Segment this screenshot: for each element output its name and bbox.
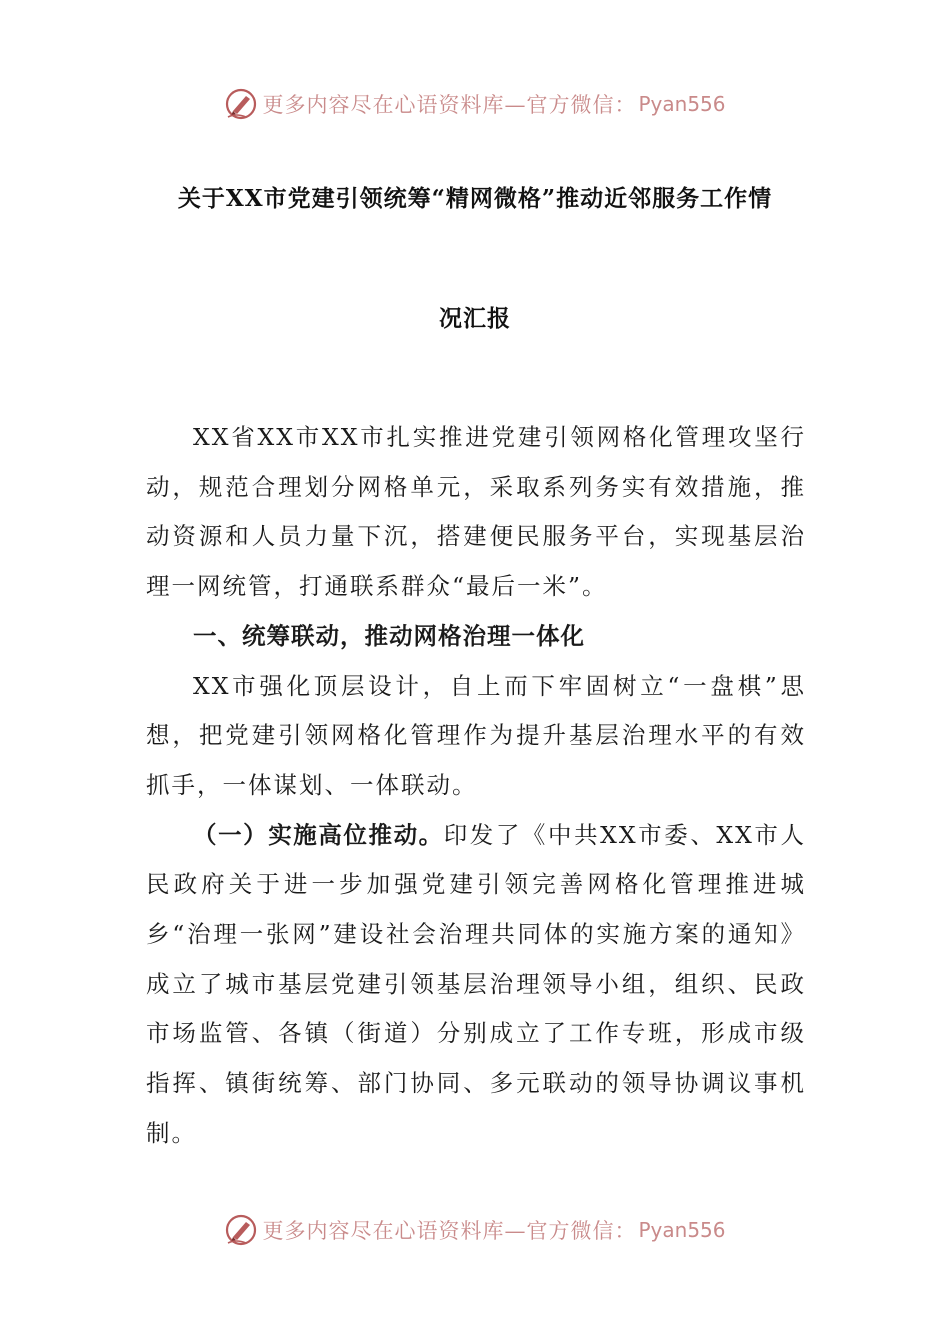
intro-paragraph: XX省XX市XX市扎实推进党建引领网格化管理攻坚行动，规范合理划分网格单元，采取系列务实有效措施，推动资源和人员力量下沉，搭建便民服务平台，实现基层治理一网统管，打通联系群众“最后一米”。 (146, 423, 806, 601)
watermark-header (0, 84, 950, 124)
document-body (146, 413, 806, 1159)
section-1-heading: 一、统筹联动，推动网格治理一体化 (193, 621, 585, 650)
subsection-1-text: 印发了《中共XX市委、XX市人民政府关于进一步加强党建引领完善网格化管理推进城乡“治理一张网”建设社会治理共同体的实施方案的通知》成立了城市基层党建引领基层治理领导小组，组织、民政市场监管、各镇（街道）分别成立了工作专班，形成市级指挥、镇街统筹、部门协同、多元联动的领导协调议事机制。 (146, 820, 806, 1147)
watermark-text: 更多内容尽在心语资料库—官方微信： (262, 1219, 637, 1243)
watermark-footer (0, 1210, 950, 1250)
watermark-text: 更多内容尽在心语资料库—官方微信： (262, 93, 637, 117)
watermark-wechat-id: Pyan556 (638, 92, 726, 116)
watermark-wechat-id: Pyan556 (638, 1218, 726, 1242)
section-1-paragraph: XX市强化顶层设计，自上而下牢固树立“一盘棋”思想，把党建引领网格化管理作为提升基层治理水平的有效抓手，一体谋划、一体联动。 (146, 671, 806, 799)
document-title-line-2: 况汇报 (439, 305, 511, 332)
subsection-1-lead: （一）实施高位推动。 (193, 820, 444, 849)
subsection-1-paragraph (146, 811, 806, 1159)
pen-logo-icon (224, 87, 258, 121)
document-title-line-1: 关于XX市党建引领统筹“精网微格”推动近邻服务工作情 (177, 185, 773, 212)
pen-logo-icon (224, 1213, 258, 1247)
